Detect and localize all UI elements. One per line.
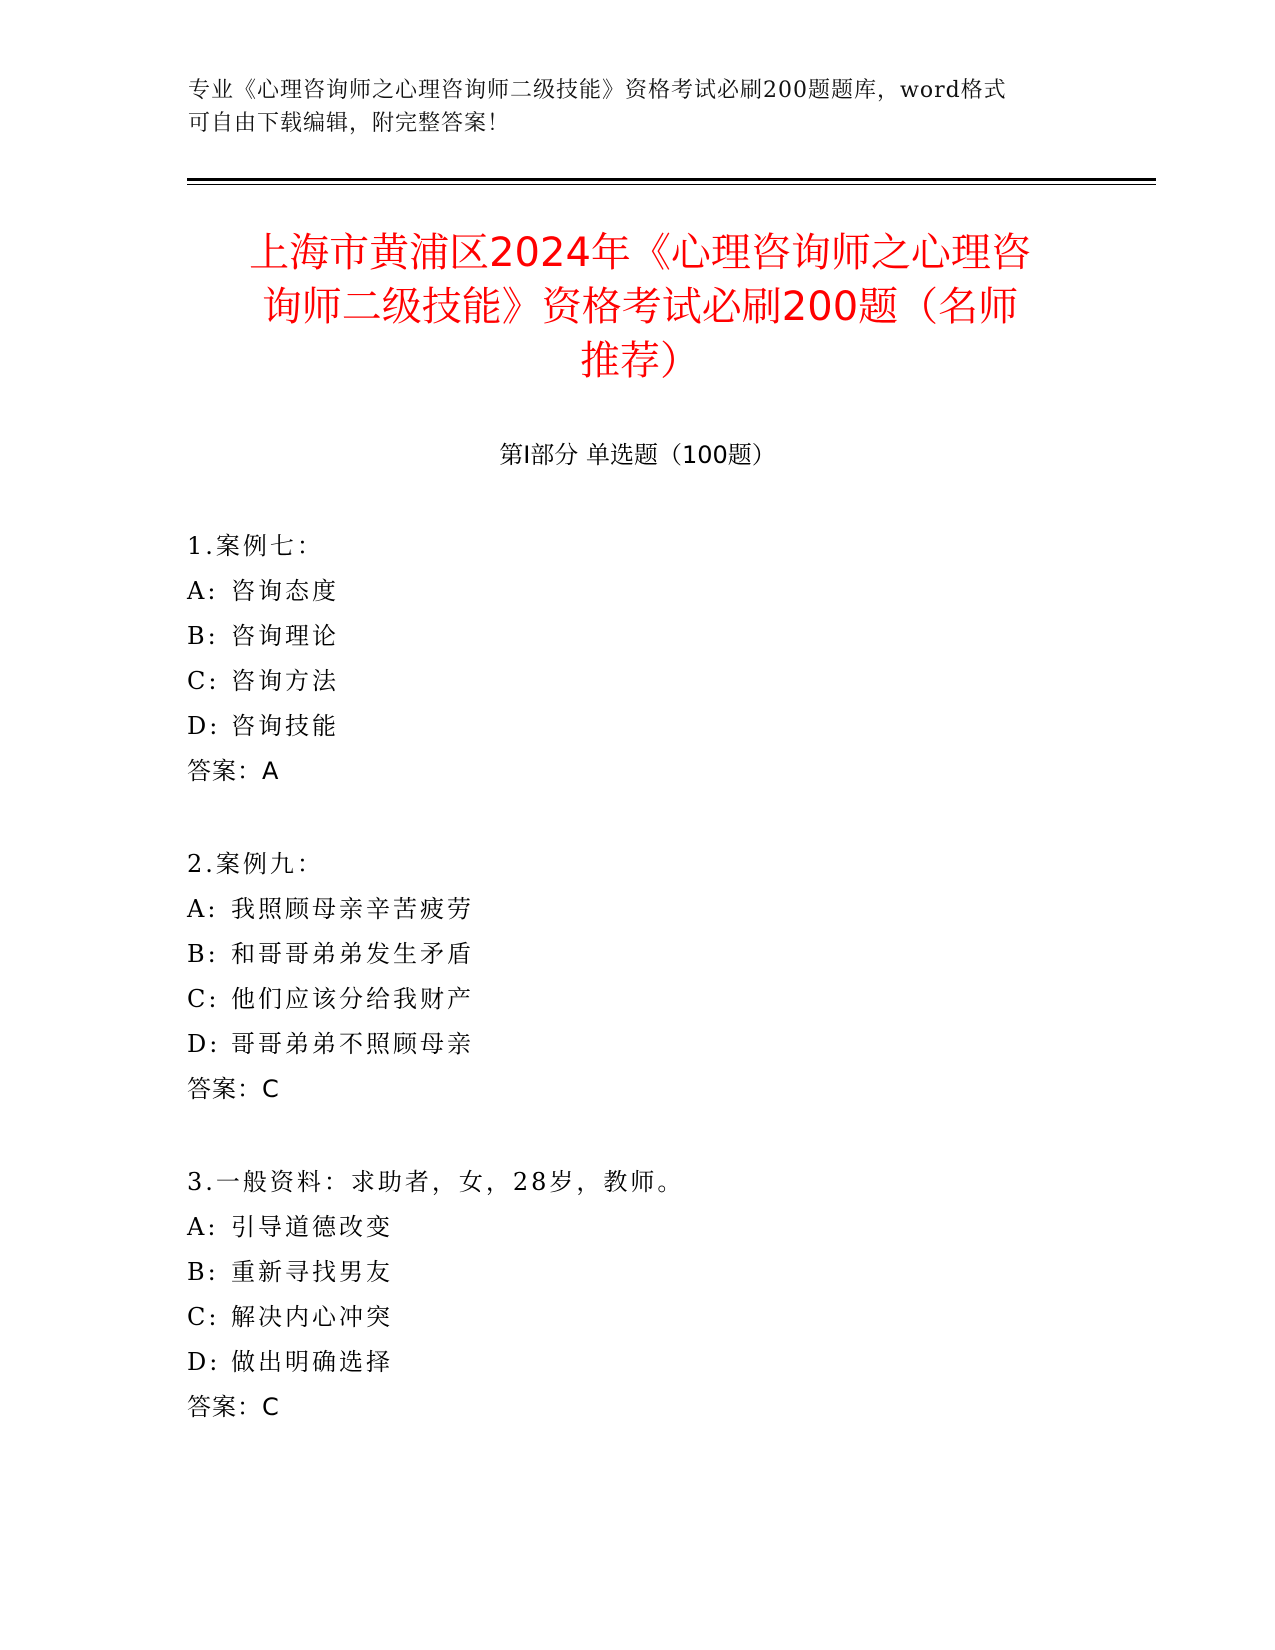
option-a [187,569,1087,614]
document-title-line-1: 上海市黄浦区2024年《心理咨询师之心理咨 [249,230,1031,276]
section-heading: 第Ⅰ部分 单选题（100题） [499,441,776,469]
answer-line: 答案：C [187,1393,280,1421]
option-text: 咨询态度 [231,577,339,605]
header-note [188,74,1088,140]
option-text: 咨询方法 [231,667,339,695]
header-note-line-2: 可自由下载编辑，附完整答案！ [188,111,511,136]
question-3 [187,1160,1087,1430]
option-letter: C: [187,985,220,1013]
option-c [187,1295,1087,1340]
question-stem: 2.案例九： [187,850,324,878]
answer-line: 答案：C [187,1075,280,1103]
option-a [187,1205,1087,1250]
option-letter: B: [187,622,219,650]
option-letter: A: [187,895,219,923]
option-letter: D: [187,1030,221,1058]
option-a [187,887,1087,932]
option-text: 和哥哥弟弟发生矛盾 [231,940,474,968]
option-text: 解决内心冲突 [231,1303,393,1331]
option-text: 引导道德改变 [231,1213,393,1241]
option-letter: D: [187,712,221,740]
option-letter: C: [187,667,220,695]
option-c [187,659,1087,704]
option-d [187,704,1087,749]
question-stem: 3.一般资料：求助者，女，28岁，教师。 [187,1168,685,1196]
option-letter: B: [187,1258,219,1286]
option-b [187,614,1087,659]
document-title-line-2: 询师二级技能》资格考试必刷200题（名师 [261,284,1019,330]
option-letter: B: [187,940,219,968]
answer-line: 答案：A [187,757,280,785]
option-text: 哥哥弟弟不照顾母亲 [231,1030,474,1058]
option-d [187,1022,1087,1067]
option-letter: C: [187,1303,220,1331]
option-text: 咨询理论 [231,622,339,650]
option-text: 做出明确选择 [231,1348,393,1376]
option-text: 重新寻找男友 [231,1258,393,1286]
header-note-line-1: 专业《心理咨询师之心理咨询师二级技能》资格考试必刷200题题库，word格式 [188,78,1007,103]
document-title [120,226,1160,388]
question-stem: 1.案例七： [187,532,324,560]
question-1 [187,524,1087,794]
header-rule-thin [187,184,1156,185]
option-b [187,932,1087,977]
option-text: 咨询技能 [231,712,339,740]
header-rule-thick [187,178,1156,181]
option-text: 我照顾母亲辛苦疲劳 [231,895,474,923]
option-b [187,1250,1087,1295]
document-title-line-3: 推荐） [580,338,700,384]
option-text: 他们应该分给我财产 [231,985,474,1013]
option-c [187,977,1087,1022]
option-letter: A: [187,577,219,605]
option-letter: A: [187,1213,219,1241]
option-letter: D: [187,1348,221,1376]
option-d [187,1340,1087,1385]
question-2 [187,842,1087,1112]
